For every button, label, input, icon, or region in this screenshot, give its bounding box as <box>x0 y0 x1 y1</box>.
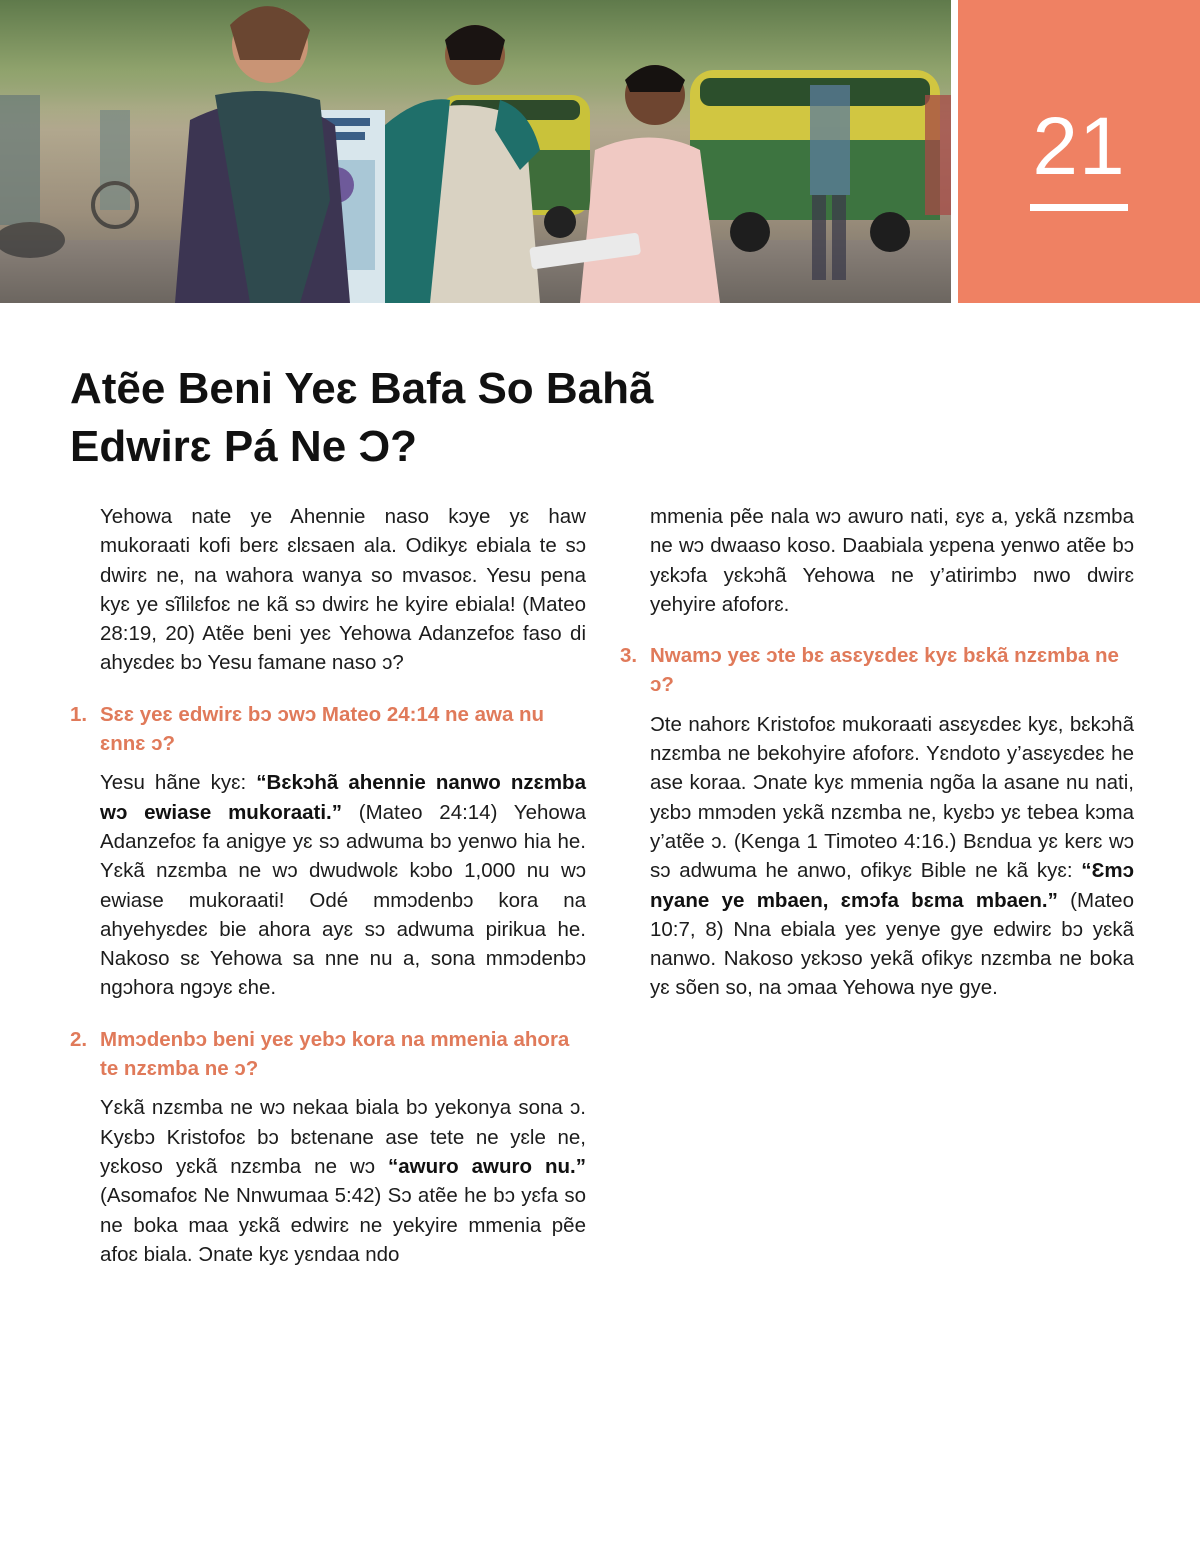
question-3-text: Nwamɔ yeɛ ɔte bɛ asɛyɛdeɛ kyɛ bɛkã nzɛmba ne ɔ? <box>650 644 1119 697</box>
chapter-number: 21 <box>1032 101 1126 192</box>
answer-1-paragraph <box>70 768 586 1002</box>
question-3 <box>620 641 1134 700</box>
intro-paragraph: Yehowa nate ye Ahennie naso kɔye yɛ haw mukoraati kofi berɛ ɛlɛsaen ala. Odikyɛ ebiala te sɔ dwirɛ ne, na wahora wanya so mvasoɛ. Yesu pena kyɛ ye sĩlilɛfoɛ ne kã sɔ dwirɛ he kyire ebiala! (Mateo 28:19, 20) Atẽe beni yeɛ Yehowa Adanzefoɛ faso di ahyɛdeɛ bɔ Yesu famane naso ɔ? <box>100 505 586 675</box>
question-3-number: 3. <box>620 644 638 668</box>
right-column <box>620 502 1134 1025</box>
answer-2-paragraph <box>70 1093 586 1269</box>
question-2-text: Mmɔdenbɔ beni yeɛ yebɔ kora na mmenia ahora te nzɛmba ne ɔ? <box>100 1027 570 1081</box>
question-1-number: 1. <box>70 702 88 726</box>
answer-3-paragraph <box>620 710 1134 1003</box>
page-title <box>70 360 970 476</box>
question-2 <box>70 1025 586 1084</box>
answer-2-continuation: mmenia pẽe nala wɔ awuro nati, ɛyɛ a, yɛkã nzɛmba ne wɔ dwaaso koso. Daabiala yɛpena yenwo atẽe bɔ yɛkɔfa yɛkɔhã Yehowa ne y’atirimbɔ nwo dwirɛ yehyire afoforɛ. <box>650 505 1134 616</box>
photo-illustration <box>0 0 951 303</box>
chapter-underline <box>1030 204 1128 211</box>
question-1-text: Sɛɛ yeɛ edwirɛ bɔ ɔwɔ Mateo 24:14 ne awa nu ɛnnɛ ɔ? <box>100 702 545 756</box>
question-2-number: 2. <box>70 1027 88 1051</box>
answer-3-scripture-quote: “Ɛmɔ nyane ye mbaen, ɛmɔfa bɛma mbaen.” <box>650 859 1134 912</box>
person-middle <box>385 25 540 303</box>
answer-2-text-a: Yɛkã nzɛmba ne wɔ nekaa biala bɔ yekonya sona ɔ. Kyɛbɔ Kristofoɛ bɔ bɛtenane ase tete ne yɛle ne, yɛkoso yɛkã nzɛmba ne wɔ <box>100 1096 586 1178</box>
answer-1-text-a: Yesu hãne kyɛ: <box>100 771 257 795</box>
title-line-1: Atẽe Beni Yeɛ Bafa So Bahã <box>70 364 654 413</box>
left-column <box>70 502 586 1291</box>
answer-1-text-b: (Mateo 24:14) Yehowa Adanzefoɛ fa anigye yɛ sɔ adwuma bɔ yenwo hia he. Yɛkã nzɛmba ne wɔ dwudwolɛ kɔbo 1,000 nu wɔ ewiase mukoraati! Odé mmɔdenbɔ kora na ahyehyɛdeɛ bie ahora ayɛ sɔ adwuma pirikua he. Nakoso sɛ Yehowa sa nne nu a, sona mmɔdenbɔ ngɔhora ngɔyɛ ɛhe. <box>100 800 586 1000</box>
chapter-block <box>958 0 1200 303</box>
answer-3-text-b: (Mateo 10:7, 8) Nna ebiala yeɛ yenye gye edwirɛ bɔ yɛkã nanwo. Nakoso yɛkɔso yekã ofikyɛ nzɛmba ne boka yɛ sõen so, na ɔmaa Yehowa nye gye. <box>650 888 1134 1000</box>
question-1 <box>70 700 586 759</box>
answer-2-scripture-quote: “awuro awuro nu.” <box>388 1154 587 1178</box>
answer-3-text-a: Ɔte nahorɛ Kristofoɛ mukoraati asɛyɛdeɛ kyɛ, bɛkɔhã nzɛmba ne bekohyire afoforɛ. Yɛndoto y’asɛyɛdeɛ he ase koraa. Ɔnate kyɛ mmenia ngõa la asane nu nati, yɛbɔ mmɔden yɛkã nzɛmba ne, kyɛbɔ yɛ tebea kɔma y’atẽe ɔ. (Kenga 1 Timoteo 4:16.) Bɛndua yɛ kerɛ wɔ sɔ adwuma he anwo, ofikyɛ Bible ne kã kyɛ: <box>650 712 1134 883</box>
title-line-2: Edwirɛ Pá Ne Ɔ? <box>70 422 418 471</box>
answer-1-scripture-quote: “Bɛkɔhã ahennie nanwo nzɛmba wɔ ewiase mukoraati.” <box>100 771 586 824</box>
person-left <box>175 6 350 303</box>
header-photo <box>0 0 951 303</box>
answer-2-text-b: (Asomafoɛ Ne Nnwumaa 5:42) Sɔ atẽe he bɔ yɛfa so ne boka maa yɛkã edwirɛ ne yekyire mmenia pẽe afoɛ biala. Ɔnate kyɛ yɛndaa ndo <box>100 1184 586 1266</box>
